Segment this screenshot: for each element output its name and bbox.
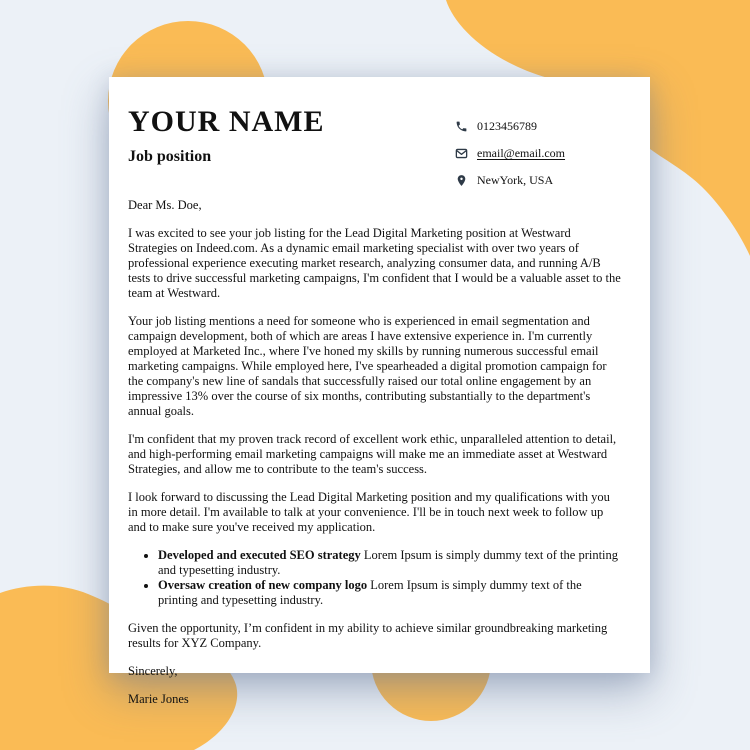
bullet-lead: Developed and executed SEO strategy	[158, 548, 361, 562]
bullet-lead: Oversaw creation of new company logo	[158, 578, 368, 592]
signature: Marie Jones	[128, 692, 189, 706]
achievements-list	[128, 548, 622, 608]
paragraph-followup: I look forward to discussing the Lead Digital Marketing position and my qualifications with you in more detail. I'm available to talk at your convenience. I'll be in touch next week to follow up and to make sure you've received my application.	[128, 490, 610, 534]
paragraph-strengths: I'm confident that my proven track record of excellent work ethic, unparalleled attention to detail, and high-performing email marketing campaigns will make me an immediate asset at Westward Strategies, and allow me to contribute to the team's success.	[128, 432, 617, 476]
envelope-icon	[455, 147, 468, 160]
job-position: Job position	[128, 148, 212, 165]
paragraph-closing: Given the opportunity, I’m confident in my ability to achieve similar groundbreaking marketing results for XYZ Company.	[128, 621, 608, 650]
contact-location-row	[455, 167, 565, 194]
location-text: NewYork, USA	[477, 173, 554, 187]
bullet-text: Lorem Ipsum is simply dummy text of the printing and typesetting industry.	[158, 548, 619, 577]
paragraph-intro: I was excited to see your job listing for the Lead Digital Marketing position at Westward Strategies on Indeed.com. As a dynamic email marketing specialist with over two years of professional experience executing market research, analyzing consumer data, and running A/B tests to drive successful marketing campaigns, I'm confident that I would be a valuable asset to the team at Westward.	[128, 226, 621, 300]
page-title: YOUR NAME	[128, 105, 325, 138]
salutation: Dear Ms. Doe,	[128, 198, 202, 212]
list-item	[158, 578, 622, 608]
cover-letter-page	[109, 77, 650, 706]
paragraph-experience: Your job listing mentions a need for someone who is experienced in email segmentation and campaign development, both of which are areas I have extensive experience in. I'm currently employed at Marketed Inc., where I've honed my skills by running numerous successful email marketing campaigns. While employed here, I've spearheaded a digital promotion campaign for the company's new line of sandals that successfully raised our total online engagement by an impressive 13% over the course of six months, contributing substantially to the department's annual goals.	[128, 314, 607, 418]
bullet-text: Lorem Ipsum is simply dummy text of the printing and typesetting industry.	[158, 578, 582, 607]
list-item	[158, 548, 622, 578]
phone-number: 0123456789	[477, 119, 537, 133]
phone-icon	[455, 120, 468, 133]
contact-email-row	[455, 140, 565, 167]
contact-phone-row	[455, 113, 565, 140]
sign-off: Sincerely,	[128, 664, 178, 678]
email-link[interactable]: email@email.com	[477, 146, 566, 160]
map-pin-icon	[455, 174, 468, 187]
letter-body	[128, 198, 622, 707]
contact-info	[455, 113, 565, 194]
